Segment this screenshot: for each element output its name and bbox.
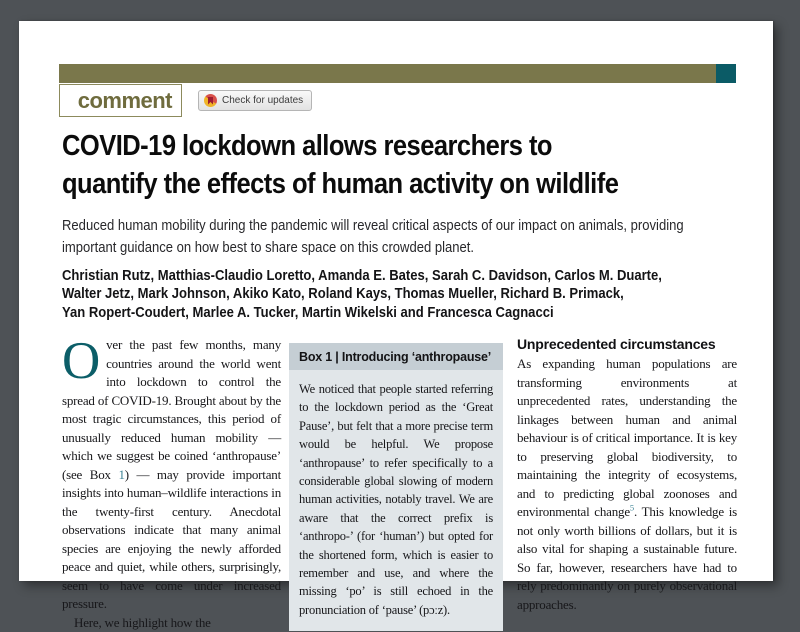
standfirst-line: important guidance on how best to share space on this crowded planet. bbox=[62, 238, 692, 260]
paragraph-text: ) — may provide important insights into human–wildlife interactions in the twenty-first century. Anecdotal observations indicate that many animal species are enjoying the newly afforded peace and quiet, while others, surprisingly, seem to have come under increased pressure. bbox=[62, 467, 281, 612]
article-page bbox=[19, 21, 773, 581]
crossmark-icon bbox=[204, 94, 217, 107]
paragraph: Here, we highlight how the bbox=[62, 614, 281, 632]
box-1 bbox=[289, 343, 503, 631]
reference-superscript[interactable]: 5 bbox=[630, 503, 634, 513]
article-title bbox=[62, 127, 762, 203]
kicker-label: comment bbox=[78, 88, 172, 114]
header-accent-square bbox=[716, 64, 736, 83]
header-bar bbox=[59, 64, 736, 83]
author-line: Christian Rutz, Matthias-Claudio Loretto, Amanda E. Bates, Sarah C. Davidson, Carlos M. Duarte, bbox=[62, 267, 692, 285]
article-columns bbox=[62, 336, 737, 632]
paragraph bbox=[517, 355, 737, 614]
standfirst-line: Reduced human mobility during the pandemic will reveal critical aspects of our impact on animals, providing bbox=[62, 216, 692, 238]
box-1-body: We noticed that people started referring to the lockdown period as the ‘Great Pause’, but felt that a more precise term would be helpful. We propose ‘anthropause’ to refer specifically to a considerable global slowing of modern human activities, notably travel. We are aware that the correct prefix is ‘anthropo-’ (for ‘human’) but opted for the shortened form, which is easier to remember and use, and where the missing ‘po’ is still echoed in the pronunciation of ‘pause’ (pɔːz). bbox=[289, 370, 503, 631]
section-kicker bbox=[59, 84, 182, 117]
column-right bbox=[517, 336, 737, 614]
paragraph-text: . This knowledge is not only worth billions of dollars, but it is also vital for shaping a sustainable future. So far, however, researchers have had to rely predominantly on purely observational approaches. bbox=[517, 504, 737, 612]
author-line: Yan Ropert-Coudert, Marlee A. Tucker, Martin Wikelski and Francesca Cagnacci bbox=[62, 304, 692, 322]
dropcap-letter: O bbox=[62, 336, 106, 384]
standfirst bbox=[62, 216, 762, 259]
section-heading: Unprecedented circumstances bbox=[517, 336, 737, 352]
box-1-header: Box 1 | Introducing ‘anthropause’ bbox=[289, 343, 503, 370]
column-left bbox=[62, 336, 281, 632]
bookmark-icon bbox=[208, 97, 213, 105]
title-line: COVID-19 lockdown allows researchers to bbox=[62, 127, 678, 165]
box-1-link[interactable]: 1 bbox=[118, 467, 124, 482]
author-line: Walter Jetz, Mark Johnson, Akiko Kato, Roland Kays, Thomas Mueller, Richard B. Primack, bbox=[62, 285, 692, 303]
paragraph-text: ver the past few months, many countries around the world went into lockdown to control the spread of COVID-19. Brought about by the most tragic circumstances, this period of unusually reduced human mobility — which we suggest be coined ‘anthropause’ (see Box bbox=[62, 337, 281, 482]
author-list bbox=[62, 267, 762, 322]
paragraph-text: As expanding human populations are transforming environments at unprecedented rates, understanding the linkages between human and animal behaviour is of critical importance. It is key to preserving global biodiversity, to maintaining the integrity of ecosystems, and to predicting global zoonoses and environmental change bbox=[517, 356, 737, 519]
paragraph-intro bbox=[62, 336, 281, 614]
check-for-updates-label: Check for updates bbox=[222, 95, 303, 106]
check-for-updates-button[interactable] bbox=[198, 90, 312, 111]
title-line: quantify the effects of human activity on wildlife bbox=[62, 165, 678, 203]
